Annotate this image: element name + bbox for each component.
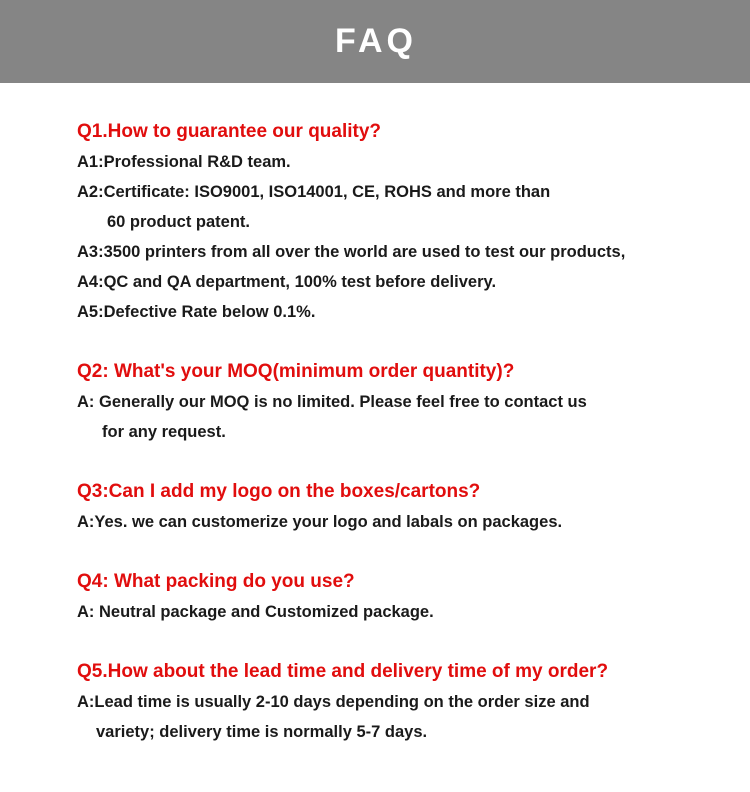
faq-answer-line: A: Neutral package and Customized package. <box>77 603 434 621</box>
faq-answer-line: A5:Defective Rate below 0.1%. <box>77 303 316 321</box>
faq-question-5: Q5.How about the lead time and delivery time of my order? <box>77 661 609 682</box>
faq-answer-line: A3:3500 printers from all over the world are used to test our products, <box>77 243 626 261</box>
faq-answer-line: variety; delivery time is normally 5-7 days. <box>96 723 428 741</box>
faq-answer-line: A:Lead time is usually 2-10 days depending on the order size and <box>77 693 590 711</box>
page-title: FAQ <box>335 22 417 60</box>
faq-question-4: Q4: What packing do you use? <box>77 571 355 592</box>
faq-answer-line: A:Yes. we can customerize your logo and labals on packages. <box>77 513 563 531</box>
faq-question-2: Q2: What's your MOQ(minimum order quantity)? <box>77 361 515 382</box>
faq-answer-line: A2:Certificate: ISO9001, ISO14001, CE, ROHS and more than <box>77 183 551 201</box>
faq-answer-line: 60 product patent. <box>107 213 251 231</box>
faq-answer-line: A4:QC and QA department, 100% test before delivery. <box>77 273 497 291</box>
header-banner <box>0 0 750 83</box>
faq-answer-line: A: Generally our MOQ is no limited. Please feel free to contact us <box>77 393 587 411</box>
faq-answer-line: for any request. <box>102 423 226 441</box>
faq-question-3: Q3:Can I add my logo on the boxes/cartons? <box>77 481 481 502</box>
faq-answer-line: A1:Professional R&D team. <box>77 153 291 171</box>
faq-list <box>77 117 717 747</box>
faq-question-1: Q1.How to guarantee our quality? <box>77 121 382 142</box>
